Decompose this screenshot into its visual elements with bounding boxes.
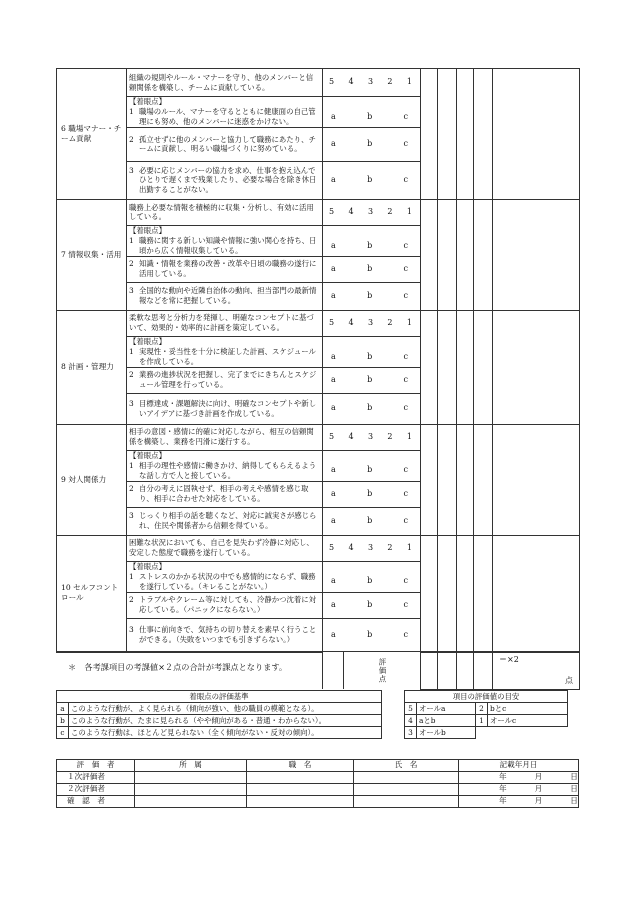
department-field[interactable] <box>135 796 247 808</box>
item-cell <box>127 347 323 367</box>
guide-table <box>404 690 568 739</box>
category-summary-row <box>57 424 580 450</box>
abc-option[interactable]: b <box>367 264 373 274</box>
rating-cell[interactable] <box>474 535 493 651</box>
abc-option[interactable]: a <box>331 403 336 413</box>
item-cell <box>127 507 323 535</box>
item-number: 2 <box>129 595 134 605</box>
total-cell-1 <box>421 652 438 690</box>
abc-scale <box>323 592 421 618</box>
rating-cell[interactable] <box>457 535 474 651</box>
score-option[interactable]: 5 <box>329 207 335 217</box>
category-summary: 柔軟な思考と分析力を発揮し、明確なコンセプトに基づいて、効果的・効率的に計画を策定している。 <box>127 310 323 336</box>
item-number: 2 <box>129 259 134 269</box>
abc-option[interactable]: b <box>367 576 373 586</box>
item-text: 必要に応じメンバーの協力を求め、仕事を抱え込んでひとりで遅くまで残業したり、必要な場合を除き休日出勤することがない。 <box>139 165 317 195</box>
abc-option[interactable]: c <box>403 374 408 384</box>
abc-option[interactable]: c <box>403 175 408 185</box>
score-scale <box>323 424 421 450</box>
abc-option[interactable]: a <box>331 465 336 475</box>
guide-desc: オールb <box>417 727 476 739</box>
item-number: 3 <box>129 165 134 175</box>
score-option[interactable]: 4 <box>348 542 354 552</box>
score-option[interactable]: 5 <box>329 318 335 328</box>
guide-desc: オールa <box>417 703 476 715</box>
item-number: 2 <box>129 134 134 144</box>
score-option[interactable]: 3 <box>367 318 374 328</box>
kanten-label: 【着眼点】 <box>127 97 323 107</box>
abc-option[interactable]: a <box>331 515 336 525</box>
guide-score: 3 <box>405 727 417 739</box>
score-option[interactable]: 1 <box>406 77 412 87</box>
criteria-table <box>56 690 382 739</box>
criteria-row <box>57 727 382 739</box>
abc-option[interactable]: a <box>331 139 336 149</box>
date-part: 月 <box>534 796 543 806</box>
item-number: 3 <box>129 286 134 296</box>
signer-role: ２次評価者 <box>57 784 135 796</box>
name-field[interactable] <box>354 784 459 796</box>
date-part: 月 <box>534 784 543 794</box>
signature-row <box>57 784 579 796</box>
signature-header: 記載年月日 <box>459 760 579 772</box>
abc-scale <box>323 507 421 535</box>
kanten-label: 【着眼点】 <box>127 561 323 571</box>
score-option[interactable]: 1 <box>406 318 412 328</box>
signature-header-row <box>57 760 579 772</box>
abc-option[interactable]: b <box>367 240 373 250</box>
rating-cell[interactable] <box>421 69 438 200</box>
guide-desc <box>488 727 568 739</box>
criteria-title: 着眼点の評価基準 <box>57 691 382 703</box>
date-part: 年 <box>499 784 507 794</box>
guide-score: 4 <box>405 715 417 727</box>
item-number: 1 <box>129 107 134 116</box>
abc-option[interactable]: c <box>403 576 408 586</box>
item-number: 3 <box>129 624 134 634</box>
score-option[interactable]: 4 <box>348 207 354 217</box>
item-cell <box>127 481 323 507</box>
score-scale <box>323 69 421 97</box>
item-cell <box>127 367 323 393</box>
abc-option[interactable]: c <box>403 488 408 498</box>
score-option[interactable]: 2 <box>387 431 393 441</box>
criteria-row <box>57 703 382 715</box>
score-option[interactable]: 3 <box>367 77 374 87</box>
item-text: 業務の進捗状況を把握し、完了までにきちんとスケジュール管理を行っている。 <box>139 370 317 390</box>
score-option[interactable]: 2 <box>387 542 393 552</box>
guide-title: 項目の評価値の目安 <box>405 691 568 703</box>
guide-desc: オールc <box>488 715 568 727</box>
scoring-note: ＊ 各考課項目の考課値×２点の合計が考課点となります。 <box>68 662 288 672</box>
abc-option[interactable]: c <box>403 465 408 475</box>
item-cell <box>127 461 323 481</box>
abc-scale <box>323 347 421 367</box>
score-option[interactable]: 5 <box>329 431 335 441</box>
abc-option[interactable]: c <box>403 351 408 361</box>
item-text: じっくり相手の話を聴くなど、対応に誠実さが感じられ、住民や関係者から信頼を得ている。 <box>139 511 317 531</box>
item-number: 2 <box>129 370 134 380</box>
comment-cell[interactable] <box>493 69 580 200</box>
department-field[interactable] <box>135 772 247 784</box>
item-cell <box>127 236 323 256</box>
rating-cell[interactable] <box>438 535 457 651</box>
abc-scale <box>323 618 421 652</box>
abc-option[interactable]: c <box>403 111 408 121</box>
item-number: 3 <box>129 398 134 408</box>
score-option[interactable]: 4 <box>348 77 354 87</box>
kanten-spacer <box>323 225 421 235</box>
criteria-text: このような行動が、たまに見られる（やや傾向がある・普通・わからない）。 <box>69 715 382 727</box>
abc-option[interactable]: b <box>367 403 373 413</box>
date-part: 日 <box>570 784 578 794</box>
score-option[interactable]: 2 <box>387 207 393 217</box>
kanten-spacer <box>323 450 421 460</box>
item-number: 1 <box>129 235 134 245</box>
abc-option[interactable]: c <box>403 403 408 413</box>
score-option[interactable]: 3 <box>367 431 374 441</box>
abc-option[interactable]: a <box>331 240 336 250</box>
date-part: 日 <box>570 796 578 806</box>
signer-role: １次評価者 <box>57 772 135 784</box>
score-option[interactable]: 1 <box>406 431 412 441</box>
abc-option[interactable]: b <box>367 465 373 475</box>
rating-cell[interactable] <box>474 310 493 424</box>
guide-score <box>476 727 488 739</box>
rating-cell[interactable] <box>438 69 457 200</box>
total-cell-4 <box>474 652 493 690</box>
category-summary-row <box>57 69 580 97</box>
score-option[interactable]: 2 <box>387 318 393 328</box>
rating-cell[interactable] <box>457 199 474 310</box>
signature-table <box>56 759 579 808</box>
signature-header: 所 属 <box>135 760 247 772</box>
abc-option[interactable]: c <box>403 515 408 525</box>
score-option[interactable]: 3 <box>367 207 374 217</box>
abc-option[interactable]: b <box>367 488 373 498</box>
guide-desc: aとb <box>417 715 476 727</box>
score-scale <box>323 199 421 225</box>
abc-option[interactable]: a <box>331 175 336 185</box>
abc-option[interactable]: a <box>331 291 336 301</box>
abc-scale <box>323 256 421 282</box>
abc-option[interactable]: c <box>403 629 408 639</box>
score-option[interactable]: 5 <box>329 542 335 552</box>
item-number: 3 <box>129 511 134 521</box>
item-text: 知識・情報を業務の改善・改革や日頃の職務の遂行に活用している。 <box>139 259 317 279</box>
abc-option[interactable]: b <box>367 351 373 361</box>
kanten-label: 【着眼点】 <box>127 225 323 235</box>
abc-option[interactable]: a <box>331 111 336 121</box>
signature-header: 評 価 者 <box>57 760 135 772</box>
abc-option[interactable]: b <box>367 515 373 525</box>
item-text: ストレスのかかる状況の中でも感情的にならず、職務を遂行している。（キレることがない。） <box>139 571 316 591</box>
rating-cell[interactable] <box>421 535 438 651</box>
abc-option[interactable]: b <box>367 374 373 384</box>
category-summary: 相手の意図・感情に的確に対応しながら、相互の信頼関係を構築し、業務を円滑に遂行する。 <box>127 424 323 450</box>
score-option[interactable]: 3 <box>367 542 374 552</box>
abc-option[interactable]: a <box>331 599 336 609</box>
kanten-spacer <box>323 336 421 346</box>
abc-option[interactable]: c <box>403 240 408 250</box>
item-text: 職務に関する新しい知識や情報に強い関心を持ち、日頃から広く情報収集している。 <box>139 235 317 255</box>
abc-scale <box>323 481 421 507</box>
total-score-cell <box>493 652 580 690</box>
category-name: 9 対人関係力 <box>57 424 127 535</box>
item-number: 2 <box>129 484 134 494</box>
criteria-row <box>57 715 382 727</box>
rating-cell[interactable] <box>421 310 438 424</box>
score-option[interactable]: 1 <box>406 542 412 552</box>
total-cell-3 <box>457 652 474 690</box>
abc-option[interactable]: c <box>403 291 408 301</box>
abc-scale <box>323 282 421 310</box>
item-text: 仕事に前向きで、気持ちの切り替えを素早く行うことができる。（失敗をいつまでも引きずらない。） <box>139 624 317 644</box>
kanten-label: 【着眼点】 <box>127 450 323 460</box>
rating-cell[interactable] <box>438 199 457 310</box>
item-text: 自分の考えに固執せず、相手の考えや感情を感じ取り、相手に合わせた対応をしている。 <box>139 484 309 504</box>
kanten-spacer <box>323 561 421 571</box>
category-summary-row <box>57 310 580 336</box>
abc-option[interactable]: b <box>367 139 373 149</box>
item-cell <box>127 161 323 199</box>
rating-cell[interactable] <box>474 69 493 200</box>
signature-row <box>57 772 579 784</box>
comment-cell[interactable] <box>493 310 580 424</box>
abc-option[interactable]: b <box>367 599 373 609</box>
rating-cell[interactable] <box>421 424 438 535</box>
date-part: 月 <box>534 772 543 782</box>
item-text: 目標達成・課題解決に向け、明確なコンセプトや新しいアイデアに基づき計画を作成している。 <box>139 398 317 418</box>
rating-cell[interactable] <box>438 310 457 424</box>
category-summary: 組織の規則やルール・マナーを守り、他のメンバーと信頼関係を構築し、チームに貢献している。 <box>127 69 323 97</box>
item-cell <box>127 282 323 310</box>
total-cell-2 <box>438 652 457 690</box>
item-cell <box>127 592 323 618</box>
date-part: 年 <box>499 772 507 782</box>
item-number: 1 <box>129 571 134 581</box>
item-number: 1 <box>129 460 134 470</box>
position-field[interactable] <box>247 796 354 808</box>
total-formula: ＝×2 <box>499 654 519 664</box>
category-summary-row <box>57 535 580 561</box>
guide-row <box>405 703 568 715</box>
date-field[interactable] <box>459 796 579 808</box>
category-name: 8 計画・管理力 <box>57 310 127 424</box>
date-part: 日 <box>570 772 578 782</box>
guide-desc: bとc <box>488 703 568 715</box>
guide-score: 5 <box>405 703 417 715</box>
abc-option[interactable]: a <box>331 488 336 498</box>
item-text: 実現性・妥当性を十分に検証した計画、スケジュールを作成している。 <box>139 346 316 366</box>
score-option[interactable]: 4 <box>348 318 354 328</box>
abc-option[interactable]: b <box>367 175 373 185</box>
position-field[interactable] <box>247 772 354 784</box>
comment-cell[interactable] <box>493 535 580 651</box>
abc-scale <box>323 236 421 256</box>
rating-cell[interactable] <box>457 69 474 200</box>
abc-scale <box>323 161 421 199</box>
item-cell <box>127 256 323 282</box>
rating-cell[interactable] <box>474 199 493 310</box>
item-cell <box>127 127 323 161</box>
criteria-text: このような行動が、よく見られる（傾向が強い、他の職員の模範となる）。 <box>69 703 382 715</box>
kanten-spacer <box>323 97 421 107</box>
abc-option[interactable]: b <box>367 291 373 301</box>
department-field[interactable] <box>135 784 247 796</box>
rating-cell[interactable] <box>421 199 438 310</box>
abc-option[interactable]: c <box>403 139 408 149</box>
abc-scale <box>323 127 421 161</box>
score-option[interactable]: 1 <box>406 207 412 217</box>
abc-scale <box>323 367 421 393</box>
guide-score: 2 <box>476 703 488 715</box>
item-cell <box>127 618 323 652</box>
abc-option[interactable]: a <box>331 374 336 384</box>
eval-points-label: 評価点 <box>377 658 387 684</box>
total-unit: 点 <box>565 676 573 685</box>
item-text: 孤立せずに他のメンバーと協力して職務にあたり、チームに貢献し、明るい職場づくりに努めている。 <box>139 134 316 154</box>
rating-cell[interactable] <box>457 424 474 535</box>
category-name: 10 セルフコントロール <box>57 535 127 651</box>
abc-option[interactable]: a <box>331 264 336 274</box>
item-cell <box>127 107 323 128</box>
criteria-text: このような行動は、ほとんど見られない（全く傾向がない・反対の傾向）。 <box>69 727 382 739</box>
abc-scale <box>323 572 421 592</box>
category-name: 6 職場マナー・チーム貢献 <box>57 69 127 200</box>
item-cell <box>127 572 323 592</box>
abc-option[interactable]: a <box>331 629 336 639</box>
category-summary-row <box>57 199 580 225</box>
name-field[interactable] <box>354 772 459 784</box>
score-scale <box>323 310 421 336</box>
rating-cell[interactable] <box>457 310 474 424</box>
signature-header: 職 名 <box>247 760 354 772</box>
abc-option[interactable]: b <box>367 629 373 639</box>
rating-cell[interactable] <box>474 424 493 535</box>
date-field[interactable] <box>459 772 579 784</box>
category-summary: 困難な状況においても、自己を見失わず冷静に対応し、安定した態度で職務を遂行している。 <box>127 535 323 561</box>
score-option[interactable]: 4 <box>348 431 354 441</box>
item-cell <box>127 393 323 424</box>
comment-cell[interactable] <box>493 424 580 535</box>
item-number: 1 <box>129 346 134 356</box>
item-text: 職場のルール、マナーを守るとともに健康面の自己管理にも努め、他のメンバーに迷惑をかけない。 <box>139 107 316 126</box>
guide-row <box>405 715 568 727</box>
score-option[interactable]: 2 <box>387 77 393 87</box>
signature-header: 氏 名 <box>354 760 459 772</box>
abc-option[interactable]: a <box>331 576 336 586</box>
position-field[interactable] <box>247 784 354 796</box>
signer-role: 確 認 者 <box>57 796 135 808</box>
signature-row <box>57 796 579 808</box>
date-field[interactable] <box>459 784 579 796</box>
abc-scale <box>323 107 421 128</box>
name-field[interactable] <box>354 796 459 808</box>
abc-option[interactable]: c <box>403 599 408 609</box>
rating-cell[interactable] <box>438 424 457 535</box>
score-option[interactable]: 5 <box>329 77 335 87</box>
criteria-key: a <box>57 703 69 715</box>
guide-score: 1 <box>476 715 488 727</box>
category-summary: 職務上必要な情報を積極的に収集・分析し、有効に活用している。 <box>127 199 323 225</box>
date-part: 年 <box>499 796 507 806</box>
item-text: トラブルやクレーム等に対しても、冷静かつ沈着に対応している。（パニックにならない。） <box>139 595 317 615</box>
abc-option[interactable]: c <box>403 264 408 274</box>
item-text: 全国的な動向や近隣自治体の動向、担当部門の最新情報などを常に把握している。 <box>139 286 317 306</box>
abc-scale <box>323 461 421 481</box>
kanten-label: 【着眼点】 <box>127 336 323 346</box>
criteria-key: b <box>57 715 69 727</box>
abc-scale <box>323 393 421 424</box>
criteria-key: c <box>57 727 69 739</box>
evaluation-table <box>56 68 580 690</box>
abc-option[interactable]: b <box>367 111 373 121</box>
guide-row <box>405 727 568 739</box>
category-name: 7 情報収集・活用 <box>57 199 127 310</box>
comment-cell[interactable] <box>493 199 580 310</box>
score-scale <box>323 535 421 561</box>
item-text: 相手の理性や感情に働きかけ、納得してもらえるような話し方で人と接している。 <box>139 460 317 480</box>
abc-option[interactable]: a <box>331 351 336 361</box>
